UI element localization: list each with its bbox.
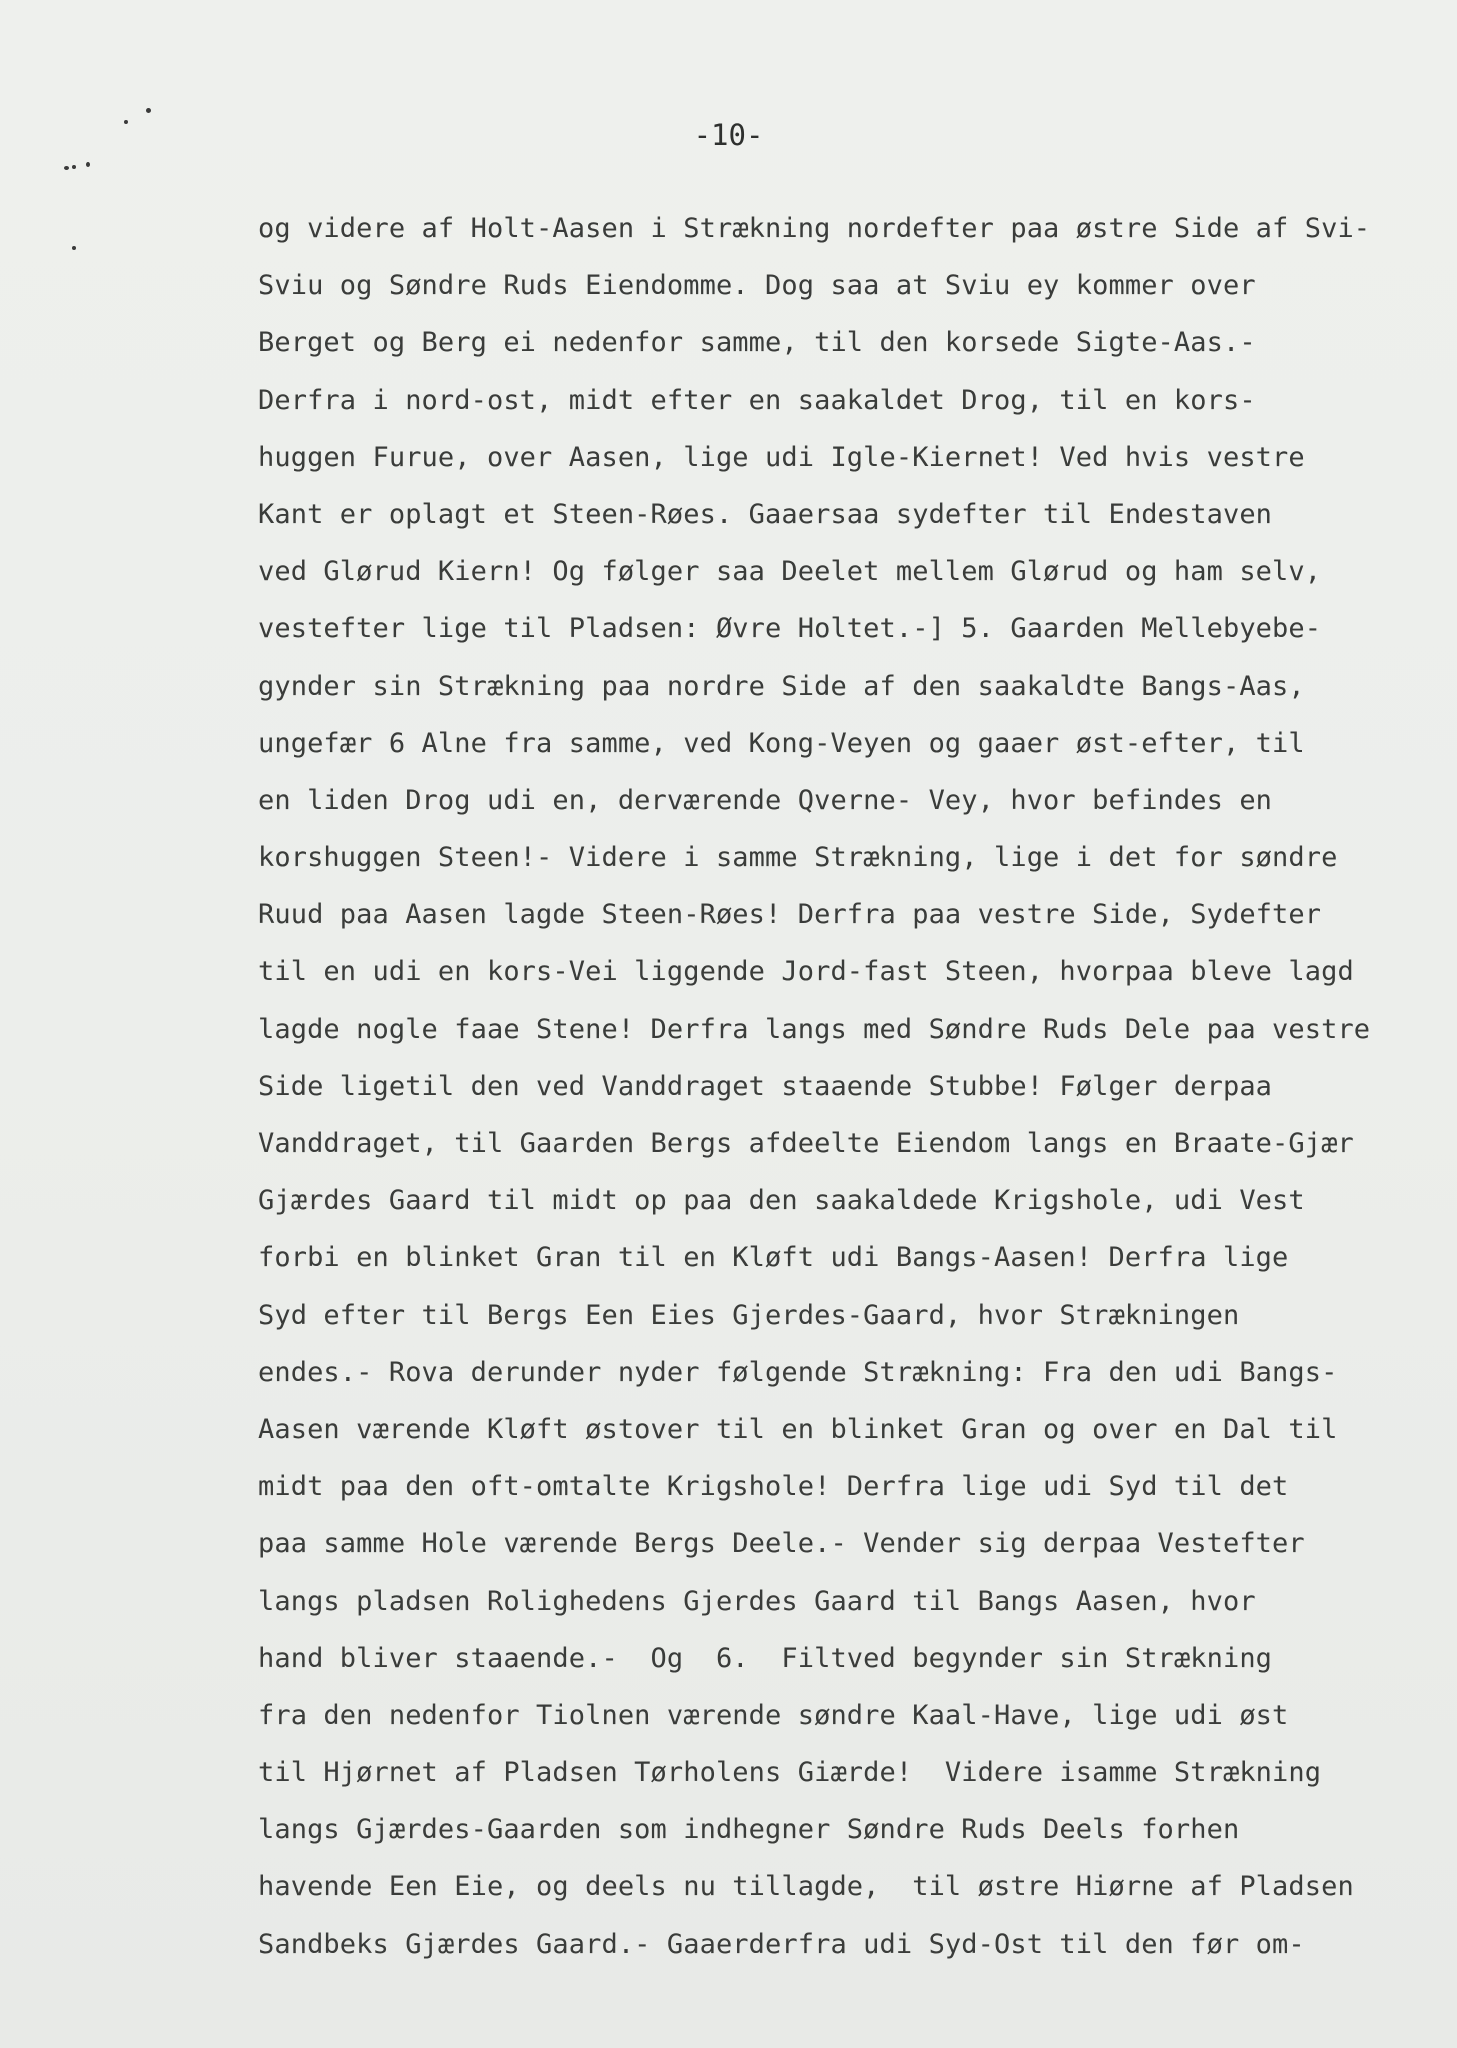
- margin-speck: [146, 108, 151, 113]
- text-line: havende Een Eie, og deels nu tillagde, til østre Hiørne af Pladsen: [258, 1871, 1354, 1903]
- text-line: vestefter lige til Pladsen: Øvre Holtet.-] 5. Gaarden Mellebyebe-: [258, 613, 1322, 645]
- text-line: en liden Drog udi en, derværende Qverne- Vey, hvor befindes en: [258, 784, 1273, 816]
- text-line: midt paa den oft-omtalte Krigshole! Derfra lige udi Syd til det: [258, 1471, 1289, 1503]
- text-line: Sandbeks Gjærdes Gaard.- Gaaerderfra udi Syd-Ost til den før om-: [258, 1928, 1305, 1960]
- text-line: Derfra i nord-ost, midt efter en saakaldet Drog, til en kors-: [258, 384, 1256, 416]
- text-line: forbi en blinket Gran til en Kløft udi Bangs-Aasen! Derfra lige: [258, 1242, 1289, 1274]
- margin-speck: [64, 166, 69, 170]
- text-line: ved Glørud Kiern! Og følger saa Deelet mellem Glørud og ham selv,: [258, 556, 1322, 588]
- text-line: Berget og Berg ei nedenfor samme, til den korsede Sigte-Aas.-: [258, 327, 1256, 359]
- text-line: gynder sin Strækning paa nordre Side af den saakaldte Bangs-Aas,: [258, 670, 1305, 702]
- text-line: og videre af Holt-Aasen i Strækning nordefter paa østre Side af Svi-: [258, 213, 1371, 244]
- text-line: Gjærdes Gaard til midt op paa den saakaldede Krigshole, udi Vest: [258, 1185, 1305, 1217]
- margin-speck: [72, 165, 76, 169]
- text-line: korshuggen Steen!- Videre i samme Strækning, lige i det for søndre: [258, 842, 1338, 874]
- text-line: langs Gjærdes-Gaarden som indhegner Søndre Ruds Deels forhen: [258, 1814, 1240, 1846]
- text-line: til Hjørnet af Pladsen Tørholens Giærde! Videre isamme Strækning: [258, 1757, 1322, 1789]
- page-number: -10-: [693, 118, 764, 152]
- text-line: langs pladsen Rolighedens Gjerdes Gaard til Bangs Aasen, hvor: [258, 1585, 1256, 1617]
- text-line: Side ligetil den ved Vanddraget staaende Stubbe! Følger derpaa: [258, 1070, 1273, 1102]
- text-line: ungefær 6 Alne fra samme, ved Kong-Veyen og gaaer øst-efter, til: [258, 727, 1305, 759]
- text-line: til en udi en kors-Vei liggende Jord-fast Steen, hvorpaa bleve lagd: [258, 956, 1354, 988]
- text-line: Vanddraget, til Gaarden Bergs afdeelte Eiendom langs en Braate-Gjær: [258, 1128, 1354, 1159]
- text-line: Sviu og Søndre Ruds Eiendomme. Dog saa at Sviu ey kommer over: [258, 270, 1256, 302]
- text-line: paa samme Hole værende Bergs Deele.- Vender sig derpaa Vestefter: [258, 1528, 1305, 1560]
- body-text: [258, 200, 1438, 1973]
- text-line: hand bliver staaende.- Og 6. Filtved begynder sin Strækning: [258, 1642, 1273, 1674]
- text-line: lagde nogle faae Stene! Derfra langs med Søndre Ruds Dele paa vestre: [258, 1013, 1371, 1045]
- text-line: Syd efter til Bergs Een Eies Gjerdes-Gaard, hvor Strækningen: [258, 1299, 1240, 1331]
- text-line: Kant er oplagt et Steen-Røes. Gaaersaa sydefter til Endestaven: [258, 498, 1273, 530]
- text-line: huggen Furue, over Aasen, lige udi Igle-Kiernet! Ved hvis vestre: [258, 441, 1305, 473]
- text-line: Ruud paa Aasen lagde Steen-Røes! Derfra paa vestre Side, Sydefter: [258, 899, 1322, 931]
- text-line: endes.- Rova derunder nyder følgende Strækning: Fra den udi Bangs-: [258, 1356, 1338, 1388]
- margin-speck: [72, 246, 76, 250]
- text-line: Aasen værende Kløft østover til en blinket Gran og over en Dal til: [258, 1413, 1338, 1445]
- text-line: fra den nedenfor Tiolnen værende søndre Kaal-Have, lige udi øst: [258, 1699, 1289, 1731]
- margin-speck: [86, 162, 90, 167]
